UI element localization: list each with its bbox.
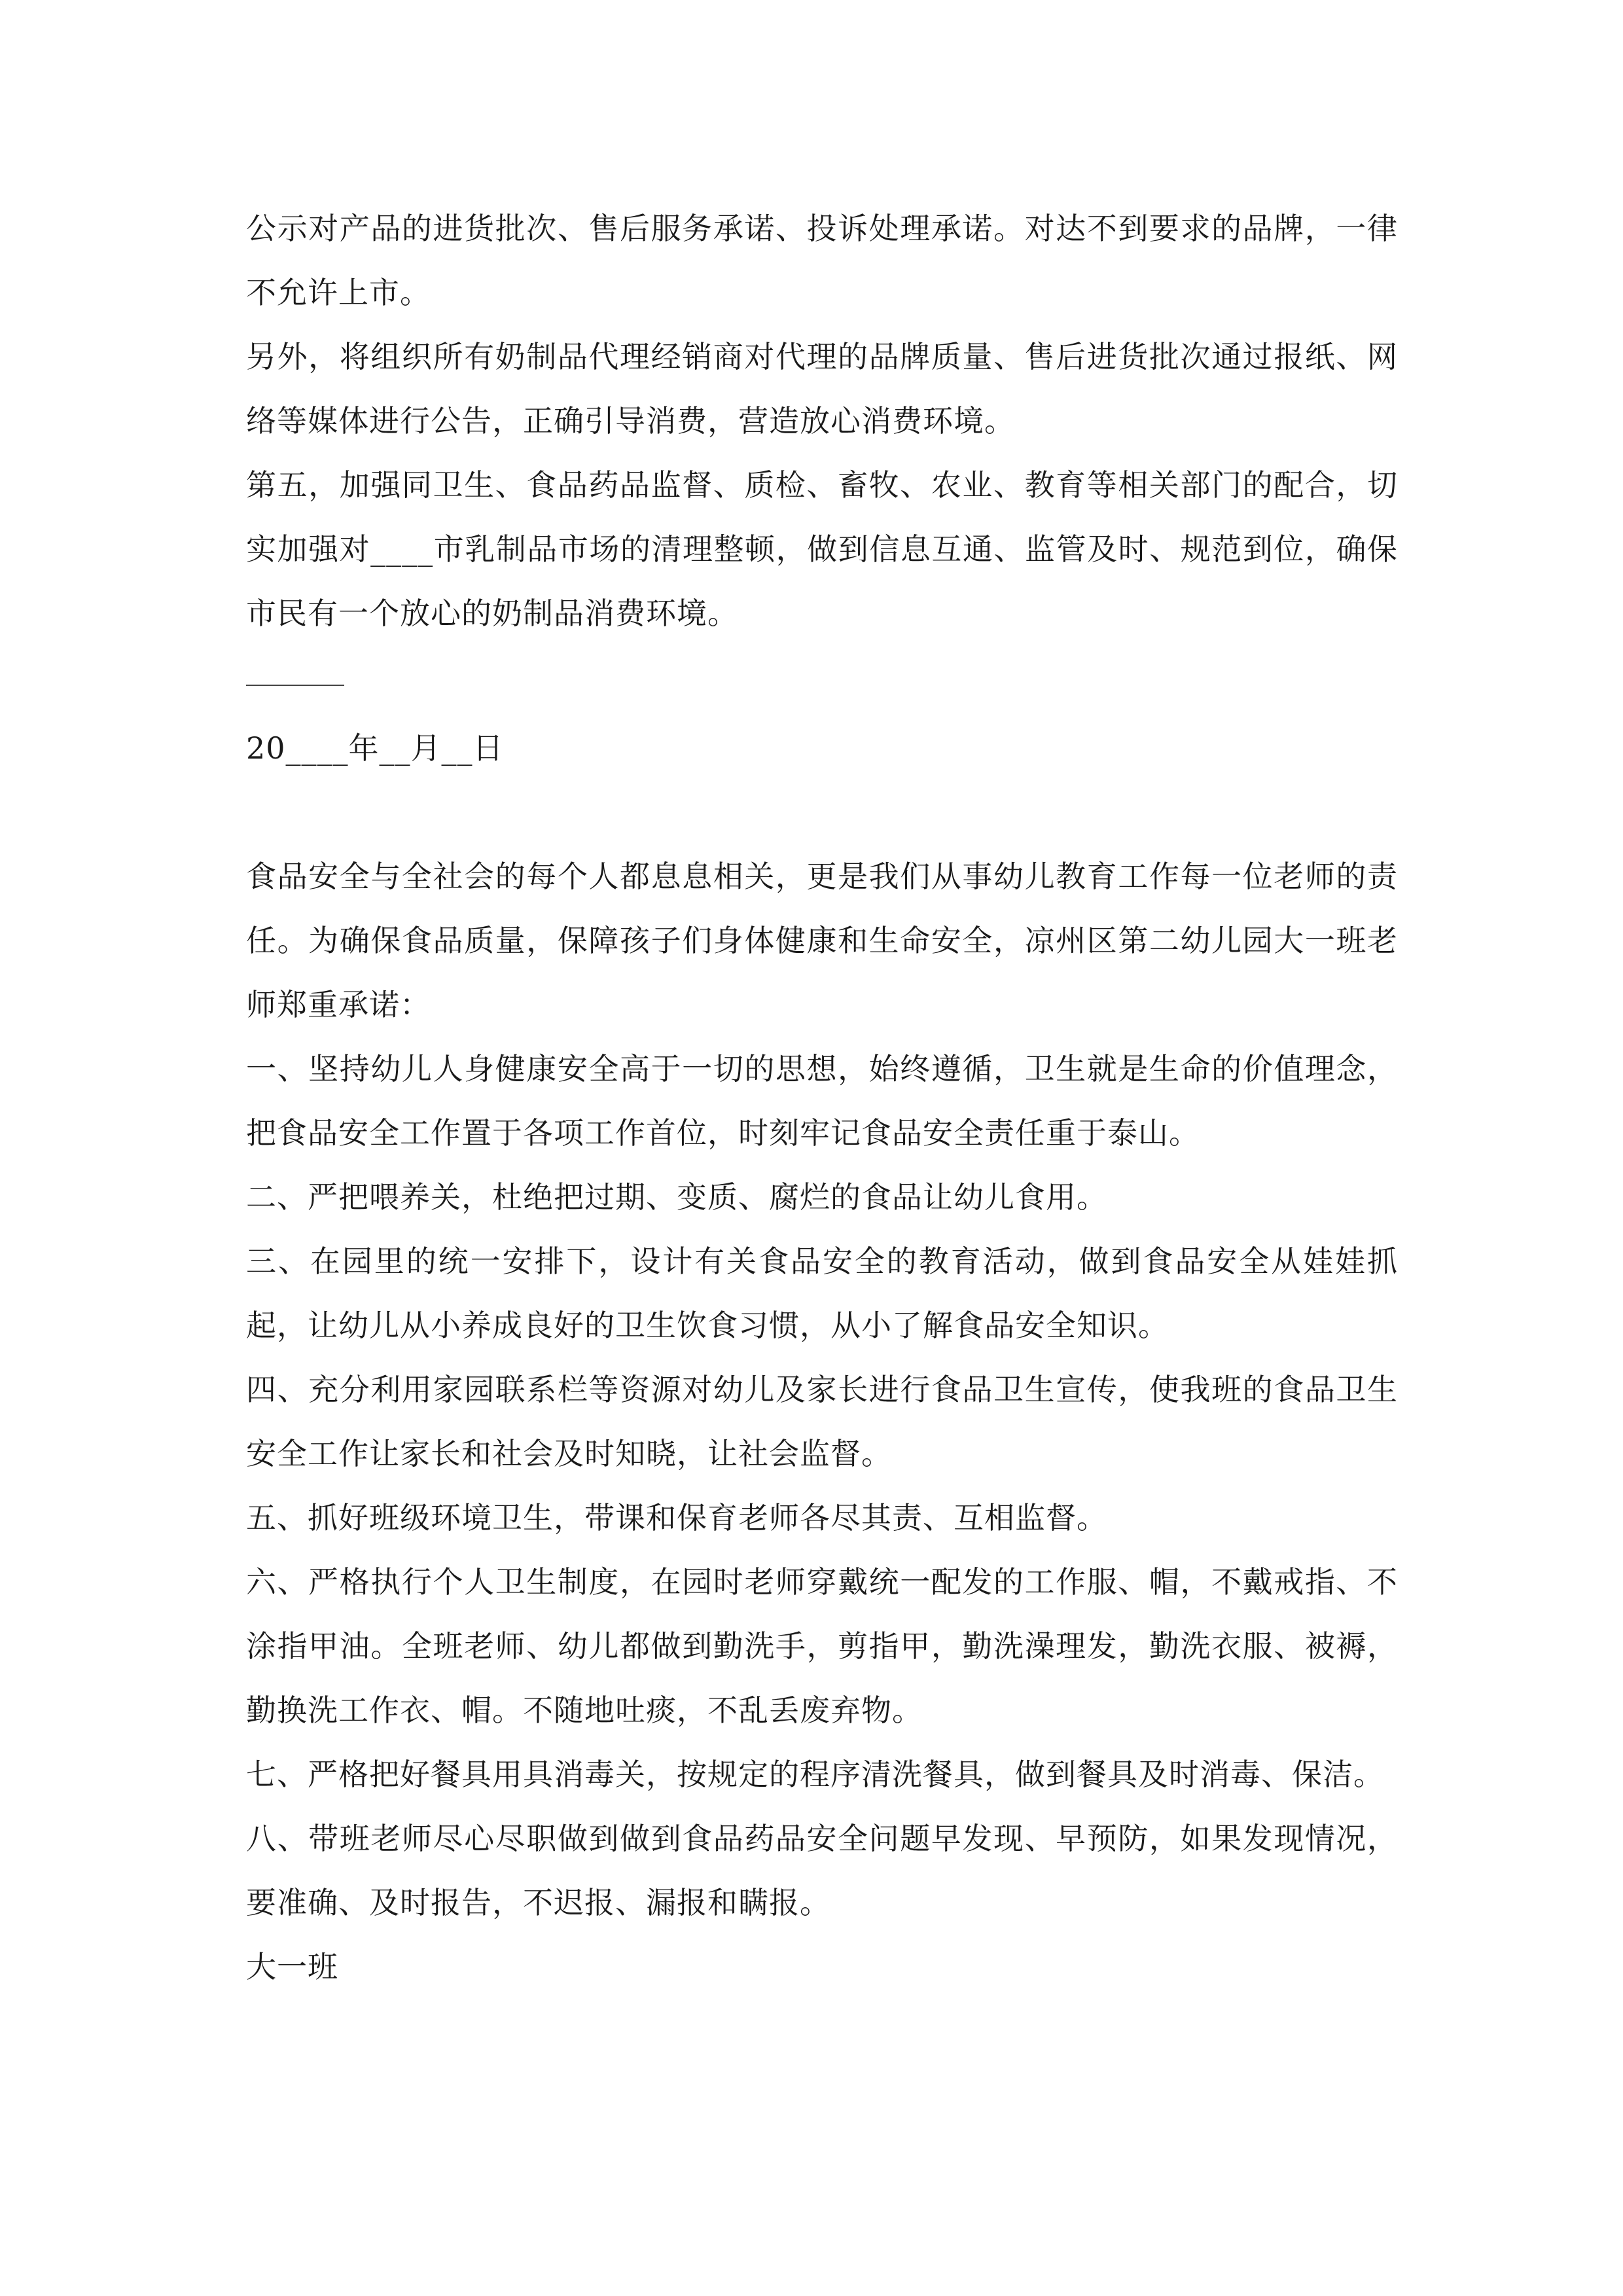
signature-line (246, 652, 1398, 716)
date-line: 20____年__月__日 (246, 730, 504, 766)
pledge-item-8: 八、带班老师尽心尽职做到做到食品药品安全问题早发现、早预防，如果发现情况，要准确、及时报告，不迟报、漏报和瞒报。 (246, 1821, 1398, 1920)
signature-blank-rule (246, 685, 344, 686)
signature-class-name: 大一班 (246, 1949, 338, 1984)
pledge-item-2: 二、严把喂养关，杜绝把过期、变质、腐烂的食品让幼儿食用。 (246, 1179, 1107, 1215)
paragraph-department-cooperation: 第五，加强同卫生、食品药品监督、质检、畜牧、农业、教育等相关部门的配合，切实加强对____市乳制品市场的清理整顿，做到信息互通、监管及时、规范到位，确保市民有一个放心的奶制品消费环境。 (246, 467, 1398, 631)
pledge-item-3: 三、在园里的统一安排下，设计有关食品安全的教育活动，做到食品安全从娃娃抓起，让幼儿从小养成良好的卫生饮食习惯，从小了解食品安全知识。 (246, 1244, 1398, 1343)
pledge-item-4: 四、充分利用家园联系栏等资源对幼儿及家长进行食品卫生宣传，使我班的食品卫生安全工作让家长和社会及时知晓，让社会监督。 (246, 1372, 1398, 1471)
section-gap (246, 780, 1398, 844)
paragraph-media-announcement: 另外，将组织所有奶制品代理经销商对代理的品牌质量、售后进货批次通过报纸、网络等媒体进行公告，正确引导消费，营造放心消费环境。 (246, 339, 1398, 439)
pledge-item-5: 五、抓好班级环境卫生，带课和保育老师各尽其责、互相监督。 (246, 1500, 1107, 1535)
pledge-item-1: 一、坚持幼儿人身健康安全高于一切的思想，始终遵循，卫生就是生命的价值理念，把食品安全工作置于各项工作首位，时刻牢记食品安全责任重于泰山。 (246, 1051, 1398, 1151)
paragraph-pledge-intro: 食品安全与全社会的每个人都息息相关，更是我们从事幼儿教育工作每一位老师的责任。为确保食品质量，保障孩子们身体健康和生命安全，凉州区第二幼儿园大一班老师郑重承诺： (246, 859, 1398, 1022)
pledge-item-6: 六、严格执行个人卫生制度，在园时老师穿戴统一配发的工作服、帽，不戴戒指、不涂指甲油。全班老师、幼儿都做到勤洗手，剪指甲，勤洗澡理发，勤洗衣服、被褥，勤换洗工作衣、帽。不随地吐痰，不乱丢废弃物。 (246, 1564, 1398, 1728)
document-body (246, 196, 1398, 1999)
paragraph-product-disclosure: 公示对产品的进货批次、售后服务承诺、投诉处理承诺。对达不到要求的品牌，一律不允许上市。 (246, 211, 1398, 310)
pledge-item-7: 七、严格把好餐具用具消毒关，按规定的程序清洗餐具，做到餐具及时消毒、保洁。 (246, 1757, 1384, 1792)
